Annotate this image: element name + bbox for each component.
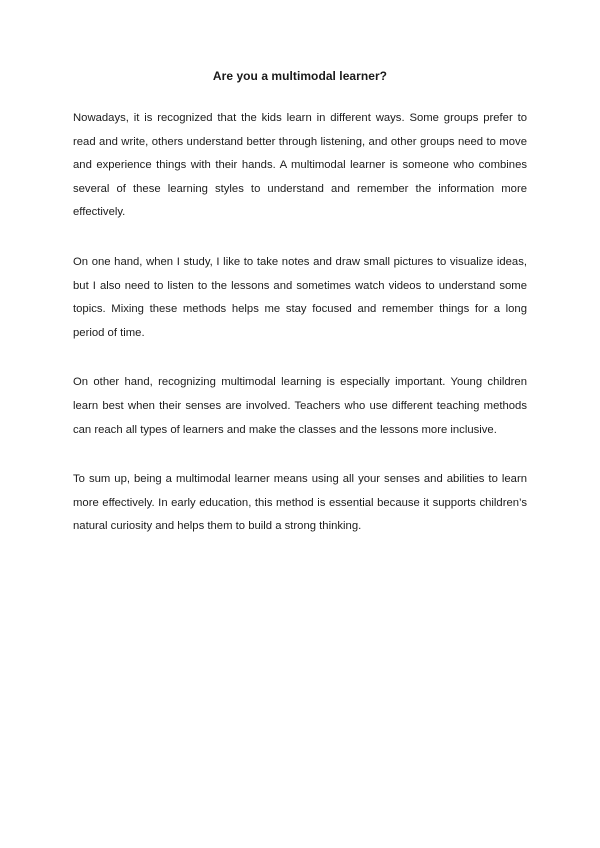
paragraph-conclusion: To sum up, being a multimodal learner means using all your senses and abilities to learn more effectively. In early education, this method is essential because it supports children’s natural curiosity and helps them to build a strong thinking. bbox=[73, 473, 527, 533]
paragraph-personal-study: On one hand, when I study, I like to take notes and draw small pictures to visualize ideas, but I also need to listen to the lessons and sometimes watch videos to understand some topics. Mixing these methods helps me stay focused and remember things for a long period of time. bbox=[73, 255, 527, 339]
paragraph-introduction: Nowadays, it is recognized that the kids learn in different ways. Some groups prefer to read and write, others understand better through listening, and other groups need to move and experience things with their hands. A multimodal learner is someone who combines several of these learning styles to understand and remember the information more effectively. bbox=[73, 112, 527, 219]
document-body bbox=[73, 107, 527, 565]
document-title: Are you a multimodal learner? bbox=[212, 69, 388, 83]
paragraph-importance: On other hand, recognizing multimodal learning is especially important. Young children learn best when their senses are involved. Teachers who use different teaching methods can reach all types of learners and make the classes and the lessons more inclusive. bbox=[73, 376, 527, 436]
